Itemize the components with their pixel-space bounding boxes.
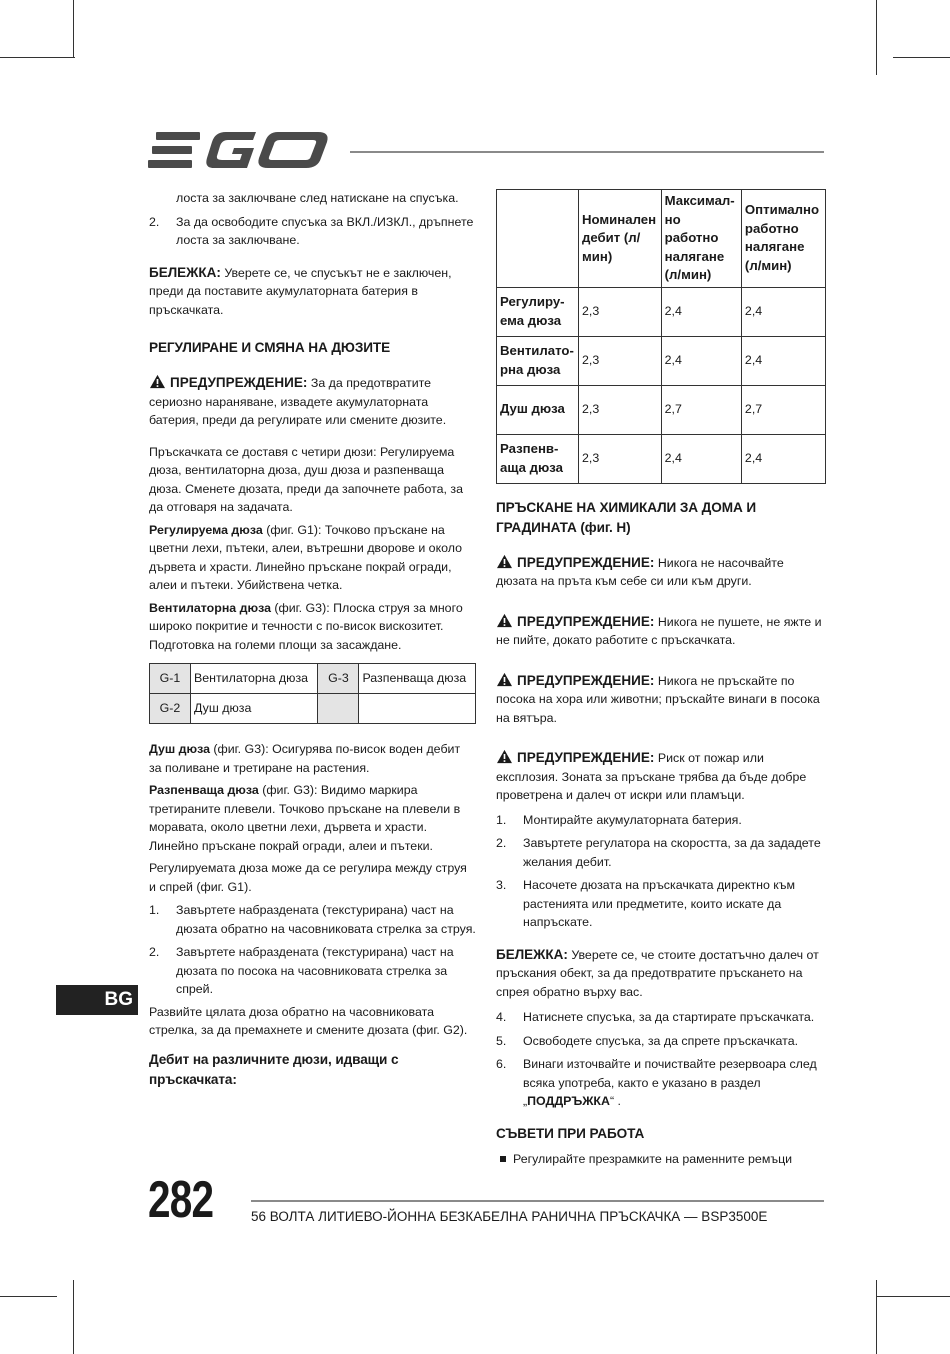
table-cell: 2,7 (741, 385, 825, 434)
table-cell: G-2 (150, 694, 191, 724)
list-item: 2. Завъртете набраздената (текстурирана) част на дюзата по посока на часовниковата стрелка за спрей. (149, 945, 454, 996)
list-item: 2. За да освободите спусъка за ВКЛ./ИЗКЛ., дръпнете лоста за заключване. (149, 214, 474, 247)
steps-list (496, 1008, 826, 1111)
row-header: Регулиру-ема дюза (497, 287, 579, 336)
section-heading: СЪВЕТИ ПРИ РАБОТА (496, 1125, 645, 1141)
table-cell: Вентилаторна дюза (191, 664, 318, 694)
table-row (497, 434, 826, 483)
list-item: 5. Освободете спусъка, за да спрете пръскачката. (496, 1033, 799, 1048)
warning-icon (496, 749, 513, 764)
tips-list (496, 1150, 826, 1169)
table-cell: G-1 (150, 664, 191, 694)
ego-logo (148, 128, 332, 172)
table-cell: 2,4 (661, 434, 741, 483)
steps-list (496, 811, 826, 932)
list-item: 6. Винаги източвайте и почиствайте резервоара след всяка употреба, както е указано в раздел „ПОДДРЪЖКА“ . (496, 1057, 817, 1108)
language-tab: BG (56, 985, 138, 1015)
list-item: Регулирайте презрамките на раменните ремъци (496, 1150, 826, 1169)
table-cell: 2,3 (579, 287, 662, 336)
crop-mark (876, 1280, 877, 1354)
crop-mark (893, 57, 950, 58)
right-column (496, 189, 826, 1168)
row-header: Разпенв-аща дюза (497, 434, 579, 483)
warning-paragraph: ПРЕДУПРЕЖДЕНИЕ: Никога не насочвайте дюзата на пръта към себе си или към други. (496, 554, 784, 588)
table-cell (318, 694, 359, 724)
warning-icon (496, 554, 513, 569)
list-item: 4. Натиснете спусъка, за да стартирате пръскачката. (496, 1010, 815, 1024)
table-row (497, 287, 826, 336)
bullet-icon (500, 1156, 506, 1162)
table-row (497, 385, 826, 434)
table-row (497, 336, 826, 385)
page-number: 282 (148, 1171, 214, 1229)
crop-mark (876, 0, 877, 75)
footer-title: 56 ВОЛТА ЛИТИЕВО-ЙОННА БЕЗКАБЕЛНА РАНИЧНА ПРЪСКАЧКА — BSP3500E (251, 1209, 768, 1224)
footer-rule (251, 1200, 824, 1202)
crop-mark (0, 1296, 57, 1297)
table-header: Максимал-но работно налягане (л/мин) (661, 190, 741, 288)
table-cell: 2,4 (741, 434, 825, 483)
paragraph: Разпенваща дюза (фиг. G3): Видимо маркира третираните плевели. Точково пръскане на плевели в моравата, около цветни лехи, дървета и храсти. Линейно пръскане покрай огради, алеи и пътеки. (149, 783, 461, 853)
warning-icon (149, 374, 166, 389)
table-cell: 2,7 (661, 385, 741, 434)
section-heading: ПРЪСКАНЕ НА ХИМИКАЛИ ЗА ДОМА И ГРАДИНАТА (фиг. H) (496, 499, 757, 535)
row-header: Душ дюза (497, 385, 579, 434)
intro-continuation: лоста за заключване след натискане на спусъка. (176, 191, 459, 205)
list-item: 1. Завъртете набраздената (текстурирана) част на дюзата обратно на часовниковата стрелка за струя. (149, 903, 476, 936)
paragraph: Пръскачката се доставя с четири дюзи: Регулируема дюза, вентилаторна дюза, душ дюза и разпенваща дюза. Сменете дюзата, преди да започнете работа, за да отговаря на задачата. (149, 444, 463, 514)
row-header: Вентилато-рна дюза (497, 336, 579, 385)
table-cell: 2,4 (741, 287, 825, 336)
note-paragraph: БЕЛЕЖКА: Уверете се, че спусъкът не е заключен, преди да поставите акумулаторната батерия в пръскачката. (149, 264, 452, 317)
table-header: Оптимално работно налягане (л/мин) (741, 190, 825, 288)
paragraph: Регулируема дюза (фиг. G1): Точково пръскане на цветни лехи, пътеки, алеи, вътрешни дворове и около дървета и храсти. Линейно пръскане покрай огради, алеи и пътеки. Убийствена четка. (149, 522, 463, 592)
list-item: 2. Завъртете регулатора на скоростта, за да зададете желания дебит. (496, 836, 821, 869)
crop-mark (0, 57, 75, 58)
note-paragraph: БЕЛЕЖКА: Уверете се, че стоите достатъчно далеч от пръскания обект, за да предотвратите пръскането на спрея обратно върху вас. (496, 946, 819, 999)
table-cell (359, 694, 476, 724)
header-rule (350, 151, 824, 153)
flow-table (496, 189, 826, 484)
paragraph: Вентилаторна дюза (фиг. G3): Плоска струя за много широко покритие и течности с по-висок вискозитет. Подготовка на големи площи за засаждане. (149, 600, 463, 652)
table-cell: 2,3 (579, 336, 662, 385)
paragraph: Регулируемата дюза може да се регулира между струя и спрей (фиг. G1). (149, 861, 467, 894)
warning-paragraph: ПРЕДУПРЕЖДЕНИЕ: За да предотвратите сериозно нараняване, извадете акумулаторната батерия, преди да регулирате или смените дюзите. (149, 375, 447, 427)
warning-icon (496, 613, 513, 628)
nozzle-table (149, 663, 476, 724)
table-cell: 2,3 (579, 385, 662, 434)
table-header (497, 190, 579, 288)
table-cell: G-3 (318, 664, 359, 694)
list-item: 1. Монтирайте акумулаторната батерия. (496, 812, 742, 827)
list-item: 3. Насочете дюзата на пръскачката директно към растенията или предметите, които искате да напръскате. (496, 878, 795, 929)
warning-paragraph: ПРЕДУПРЕЖДЕНИЕ: Никога не пушете, не яжте и не пийте, докато работите с пръскачката. (496, 613, 822, 647)
crop-mark (876, 1296, 950, 1297)
table-header-row (497, 190, 826, 288)
table-cell: Разпенваща дюза (359, 664, 476, 694)
warning-icon (496, 672, 513, 687)
warning-paragraph: ПРЕДУПРЕЖДЕНИЕ: Никога не пръскайте по посока на хора или животни; пръскайте винаги в посока на вятъра. (496, 672, 820, 725)
table-row (150, 694, 476, 724)
crop-mark (73, 0, 74, 58)
table-cell: 2,3 (579, 434, 662, 483)
crop-mark (73, 1280, 74, 1354)
paragraph: Развийте цялата дюза обратно на часовниковата стрелка, за да премахнете и смените дюзата (фиг. G2). (149, 1004, 468, 1037)
steps-list (149, 901, 476, 999)
table-cell: Душ дюза (191, 694, 318, 724)
table-cell: 2,4 (741, 336, 825, 385)
table-cell: 2,4 (661, 336, 741, 385)
warning-paragraph: ПРЕДУПРЕЖДЕНИЕ: Риск от пожар или експлозия. Зоната за пръскане трябва да бъде добре проветрена и далеч от искри или пламъци. (496, 750, 807, 802)
section-heading: Дебит на различните дюзи, идващи с пръскачката: (149, 1051, 399, 1087)
section-heading: РЕГУЛИРАНЕ И СМЯНА НА ДЮЗИТЕ (149, 340, 391, 355)
intro-steps (149, 213, 476, 250)
paragraph: Душ дюза (фиг. G3): Осигурява по-висок воден дебит за поливане и третиране на растения. (149, 742, 461, 775)
table-header: Номинален дебит (л/мин) (579, 190, 662, 288)
table-cell: 2,4 (661, 287, 741, 336)
left-column (149, 189, 476, 1090)
table-row (150, 664, 476, 694)
